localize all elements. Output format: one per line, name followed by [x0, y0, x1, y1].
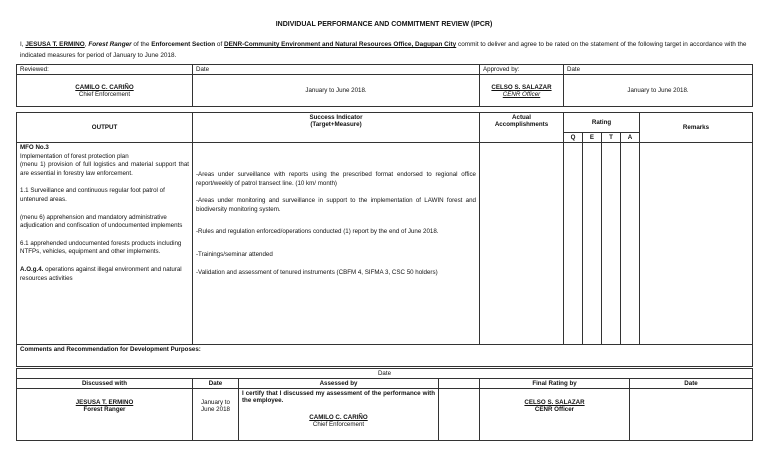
intro-statement: I, JESUSA T. ERMINO, Forest Ranger of the Enforcement Section of DENR-Community Environment and Natural Resources Office, Dagupan City commit to deliver and agree to be rated on the statement of the following target in accordance with the indicated measures for period of January to June 2018.	[20, 41, 747, 59]
date-b-label: Date	[630, 379, 753, 389]
date-label: Date	[193, 65, 480, 75]
indicator-item: -Trainings/seminar attended	[196, 250, 273, 258]
rating-q-cell	[564, 143, 583, 345]
document-title: INDIVIDUAL PERFORMANCE AND COMMITMENT REVIEW (IPCR)	[275, 21, 493, 28]
output-item: 1.1 Surveillance and continuous regular foot patrol of untenured areas.	[20, 187, 165, 203]
rating-q: Q	[564, 133, 583, 143]
output-mfo: MFO No.3	[20, 144, 49, 151]
col-remarks: Remarks	[640, 113, 753, 143]
final-date	[630, 389, 753, 441]
reviewer-cell	[17, 75, 193, 107]
approve-date: January to June 2018.	[564, 75, 753, 107]
assessed-by-label: Assessed by	[239, 379, 439, 389]
blank-cell	[439, 389, 480, 441]
reviewer-title: Chief Enforcement	[78, 90, 131, 98]
review-date: January to June 2018.	[193, 75, 480, 107]
rating-e: E	[583, 133, 602, 143]
date-a-label: Date	[193, 379, 239, 389]
comments-label: Comments and Recommendation for Development Purposes:	[17, 345, 753, 367]
certify-text: I certify that I discussed my assessment of the performance with the employee.	[242, 390, 435, 404]
indicator-item: -Validation and assessment of tenured instruments (CBFM 4, SIFMA 3, CSC 50 holders)	[196, 268, 438, 276]
rating-e-cell	[583, 143, 602, 345]
final-signatory	[480, 389, 630, 441]
output-item: A.O.g.4. operations against illegal environment and natural resources activities	[20, 265, 182, 282]
date-label-2: Date	[564, 65, 753, 75]
performance-table	[16, 112, 753, 367]
discussed-title: Forest Ranger	[83, 406, 126, 413]
output-item: (menu 6) apprehension and mandatory administrative adjudication and confiscation of undocumented implements	[20, 213, 183, 230]
rating-a: A	[621, 133, 640, 143]
date-top: Date	[17, 369, 753, 379]
employee-position: Forest Ranger	[88, 41, 132, 48]
approver-name: CELSO S. SALAZAR	[491, 83, 552, 91]
col-rating: Rating	[564, 113, 640, 133]
remarks-cell	[640, 143, 753, 345]
approver-title: CENR Officer	[502, 90, 541, 98]
blank-header	[439, 379, 480, 389]
discussed-date: January to June 2018	[193, 389, 239, 441]
assessor-cell	[239, 389, 439, 441]
section-name: Enforcement Section	[151, 41, 216, 48]
output-item: 6.1 apprehended undocumented forests products including NTFPs, vehicles, equipment and other implements.	[20, 239, 182, 256]
assessor-title: Chief Enforcement	[312, 421, 365, 428]
output-item: (menu 1) provision of full logistics and material support that are essential in forestry law enforcement.	[20, 161, 189, 177]
approval-table	[16, 64, 753, 107]
col-output: OUTPUT	[17, 113, 193, 143]
approved-label: Approved by:	[480, 65, 564, 75]
indicator-item: -Areas under surveillance with reports using the prescribed format endorsed to regional office report/weekly of patrol transect line. (10 km/ month)	[196, 171, 476, 187]
signature-table	[16, 368, 753, 441]
discussed-name: JESUSA T. ERMINO	[75, 399, 134, 406]
employee-name: JESUSA T. ERMINO	[25, 41, 85, 48]
final-name: CELSO S. SALAZAR	[524, 399, 585, 406]
reviewer-name: CAMILO C. CARIÑO	[75, 83, 134, 91]
rating-a-cell	[621, 143, 640, 345]
indicator-item: -Rules and regulation enforced/operations conducted (1) report by the end of June 2018.	[196, 228, 439, 236]
col-actual: Actual Accomplishments	[480, 113, 564, 143]
discussed-signatory	[17, 389, 193, 441]
col-success-indicator: Success Indicator (Target+Measure)	[193, 113, 480, 143]
output-cell	[17, 143, 193, 345]
reviewed-label: Reviewed:	[17, 65, 193, 75]
office-name: DENR-Community Environment and Natural Resources Office, Dagupan City	[224, 41, 457, 48]
actual-cell	[480, 143, 564, 345]
assessor-name: CAMILO C. CARIÑO	[309, 414, 368, 421]
indicator-item: -Areas under monitoring and surveillance in support to the implementation of LAWIN forest and biodiversity monitoring system.	[196, 197, 476, 213]
final-title: CENR Officer	[534, 406, 575, 413]
indicator-cell	[193, 143, 480, 345]
discussed-with-label: Discussed with	[17, 379, 193, 389]
approver-cell	[480, 75, 564, 107]
rating-t-cell	[602, 143, 621, 345]
rating-t: T	[602, 133, 621, 143]
output-item: Implementation of forest protection plan	[20, 152, 129, 160]
final-rating-label: Final Rating by	[480, 379, 630, 389]
